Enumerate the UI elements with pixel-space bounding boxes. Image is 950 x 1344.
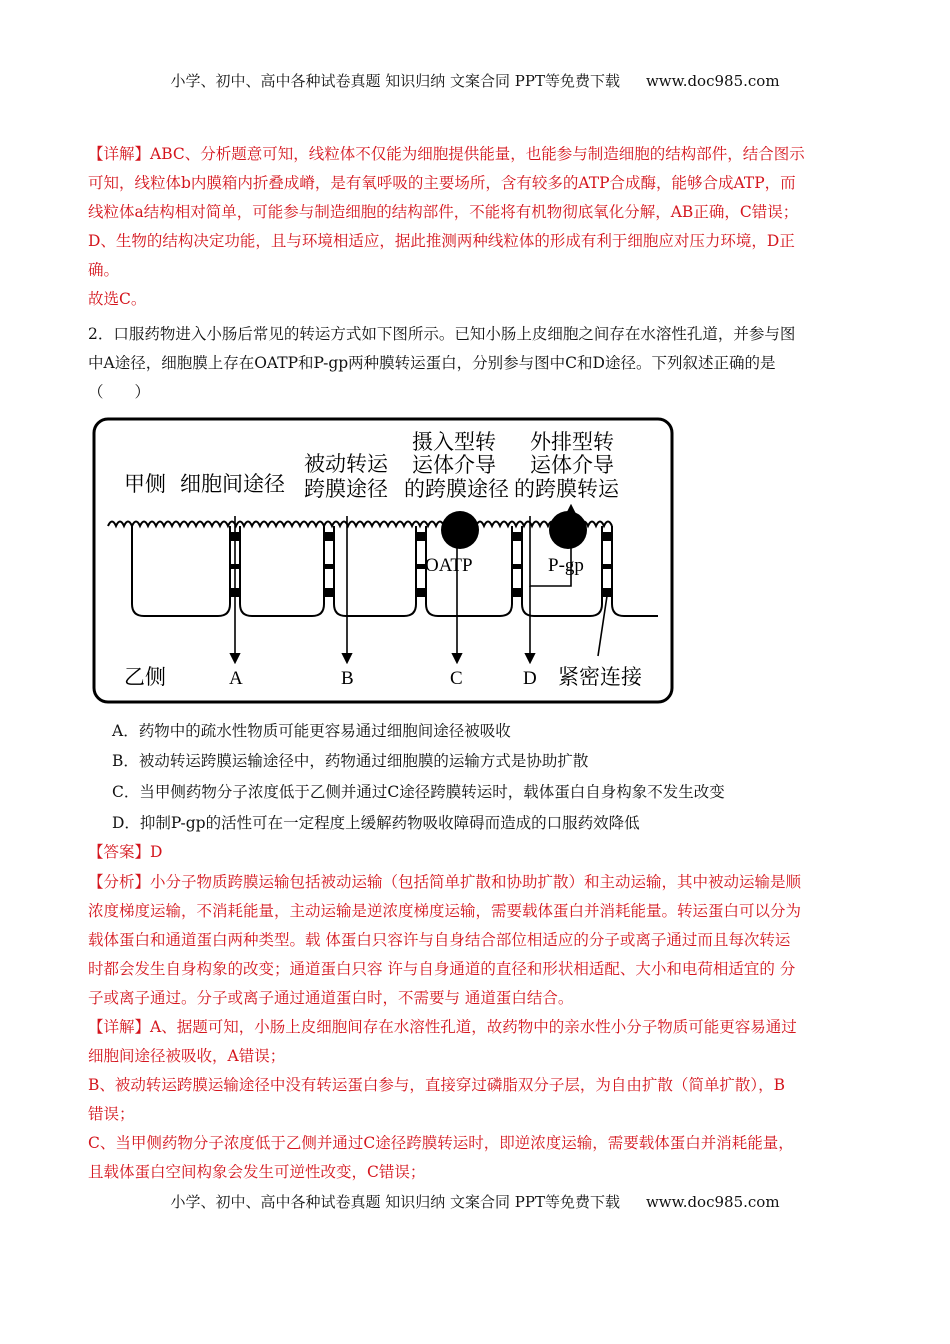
option-b[interactable]: B．被动转运跨膜运输途径中，药物通过细胞膜的运输方式是协助扩散 bbox=[112, 752, 589, 770]
intestine-transport-diagram bbox=[88, 416, 678, 706]
tight-junction-label: 紧密连接 bbox=[558, 665, 642, 689]
detail2-line: 细胞间途径被吸收，A错误； bbox=[88, 1047, 286, 1065]
question-stem bbox=[88, 320, 858, 407]
footer-text: 小学、初中、高中各种试卷真题 知识归纳 文案合同 PPT等免费下载 bbox=[170, 1193, 620, 1211]
route-c-label-1: 摄入型转 bbox=[412, 430, 496, 454]
detail-section-2 bbox=[88, 1013, 858, 1187]
footer-url[interactable]: www.doc985.com bbox=[645, 1193, 780, 1211]
answer-section bbox=[88, 838, 858, 867]
route-d-label-3: 的跨膜转运 bbox=[514, 477, 619, 501]
analysis-line: 载体蛋白和通道蛋白两种类型。载 体蛋白只容许与自身结合部位相适应的分子或离子通过而且每次转运 bbox=[88, 931, 791, 949]
oatp-protein bbox=[441, 511, 479, 549]
letter-c: C bbox=[450, 668, 463, 689]
route-c-label-2: 运体介导 bbox=[412, 453, 496, 477]
analysis-line: 时都会发生自身构象的改变；通道蛋白只容 许与自身通道的直径和形状相适配、大小和电荷相适宜的 分 bbox=[88, 960, 796, 978]
detail1-line: 线粒体a结构相对简单，可能参与制造细胞的结构部件，不能将有机物彻底氧化分解，AB正确，C错误； bbox=[88, 203, 799, 221]
detail2-line: 且载体蛋白空间构象会发生可逆性改变，C错误； bbox=[88, 1163, 426, 1181]
detail1-line: 【详解】ABC、分析题意可知，线粒体不仅能为细胞提供能量，也能参与制造细胞的结构部件，结合图示 bbox=[88, 145, 805, 163]
detail2-line: B、被动转运跨膜运输途径中没有转运蛋白参与，直接穿过磷脂双分子层，为自由扩散（简单扩散），B bbox=[88, 1076, 786, 1094]
pgp-protein bbox=[549, 511, 587, 549]
option-a[interactable]: A．药物中的疏水性物质可能更容易通过细胞间途径被吸收 bbox=[112, 722, 511, 740]
side-bottom-label: 乙侧 bbox=[124, 665, 166, 689]
question-line: 2．口服药物进入小肠后常见的转运方式如下图所示。已知小肠上皮细胞之间存在水溶性孔道，并参与图 bbox=[88, 325, 796, 343]
option-c[interactable]: C．当甲侧药物分子浓度低于乙侧并通过C途径跨膜转运时，载体蛋白自身构象不发生改变 bbox=[112, 783, 725, 801]
analysis-section bbox=[88, 868, 858, 1013]
route-d-label-1: 外排型转 bbox=[530, 430, 614, 454]
microvilli bbox=[108, 522, 612, 527]
detail2-line: 【详解】A、据题可知，小肠上皮细胞间存在水溶性孔道，故药物中的亲水性小分子物质可能更容易通过 bbox=[88, 1018, 797, 1036]
route-b-label-2: 跨膜途径 bbox=[304, 477, 388, 501]
detail2-line: C、当甲侧药物分子浓度低于乙侧并通过C途径跨膜转运时，即逆浓度运输，需要载体蛋白并消耗能量， bbox=[88, 1134, 794, 1152]
letter-d: D bbox=[523, 668, 537, 689]
question-line: （ ） bbox=[88, 383, 151, 401]
detail1-line: 可知，线粒体b内膜箱内折叠成嵴，是有氧呼吸的主要场所，含有较多的ATP合成酶，能够合成ATP，而 bbox=[88, 174, 796, 192]
route-c-label-3: 的跨膜途径 bbox=[404, 477, 509, 501]
letter-a: A bbox=[229, 668, 243, 689]
analysis-line: 【分析】小分子物质跨膜运输包括被动运输（包括简单扩散和协助扩散）和主动运输，其中被动运输是顺 bbox=[88, 873, 802, 891]
detail1-line: 故选C。 bbox=[88, 290, 147, 308]
detail2-line: 错误； bbox=[88, 1105, 135, 1123]
header-url[interactable]: www.doc985.com bbox=[645, 72, 780, 90]
header-text: 小学、初中、高中各种试卷真题 知识归纳 文案合同 PPT等免费下载 bbox=[170, 72, 620, 90]
option-d[interactable]: D．抑制P-gp的活性可在一定程度上缓解药物吸收障碍而造成的口服药效降低 bbox=[112, 814, 640, 832]
question-line: 中A途径，细胞膜上存在OATP和P-gp两种膜转运蛋白，分别参与图中C和D途径。下列叙述正确的是 bbox=[88, 354, 776, 372]
detail1-line: D、生物的结构决定功能，且与环境相适应，据此推测两种线粒体的形成有利于细胞应对压力环境，D正 bbox=[88, 232, 795, 250]
route-d-label-2: 运体介导 bbox=[530, 453, 614, 477]
page-header bbox=[0, 70, 950, 91]
detail-section-1 bbox=[88, 140, 858, 314]
answer-line: 【答案】D bbox=[88, 843, 163, 861]
route-a-label: 细胞间途径 bbox=[180, 472, 285, 496]
analysis-line: 子或离子通过。分子或离子通过通道蛋白时，不需要与 通道蛋白结合。 bbox=[88, 989, 574, 1007]
detail1-line: 确。 bbox=[88, 261, 120, 279]
letter-b: B bbox=[341, 668, 354, 689]
side-top-label: 甲侧 bbox=[124, 472, 166, 496]
route-b-label-1: 被动转运 bbox=[304, 452, 388, 476]
pgp-label: P-gp bbox=[548, 555, 584, 576]
analysis-line: 浓度梯度运输，不消耗能量，主动运输是逆浓度梯度运输，需要载体蛋白并消耗能量。转运蛋白可以分为 bbox=[88, 902, 802, 920]
oatp-label: OATP bbox=[425, 555, 473, 576]
page-footer bbox=[0, 1191, 950, 1212]
